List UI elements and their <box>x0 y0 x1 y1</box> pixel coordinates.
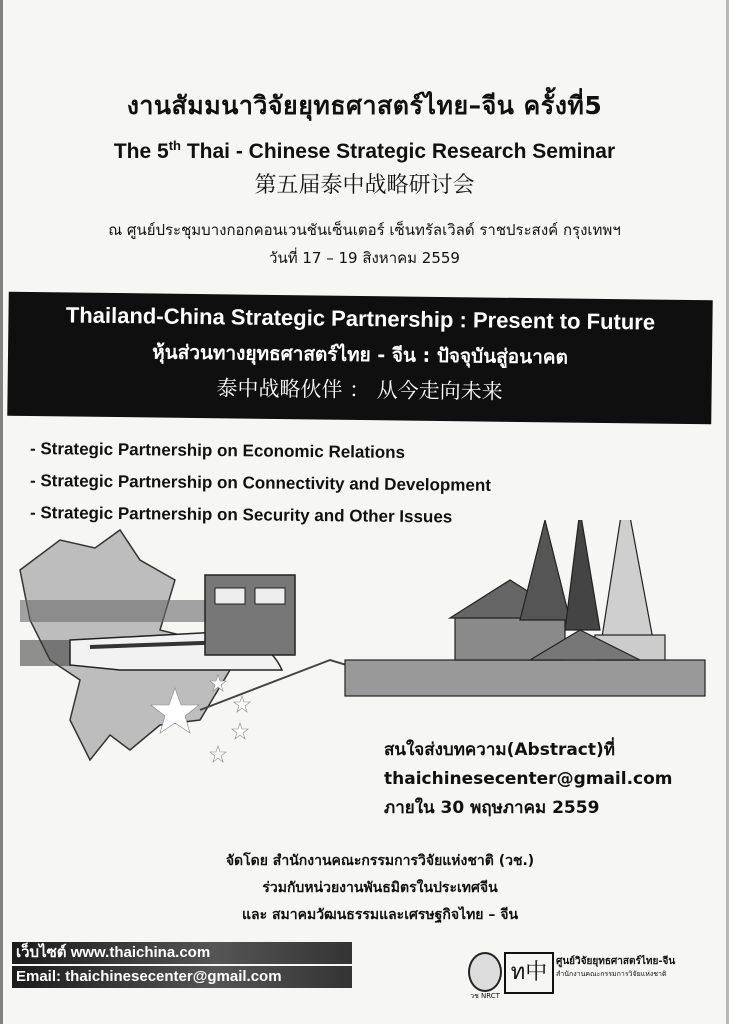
locomotive <box>205 575 295 655</box>
topic-item: - Strategic Partnership on Security and Other Issues <box>29 503 453 527</box>
contact-email-link[interactable]: Email: thaichinesecenter@gmail.com <box>12 966 352 988</box>
theme-thai: หุ้นส่วนทางยุทธศาสตร์ไทย - จีน : ปัจจุบันสู่อนาคต <box>152 341 569 369</box>
abstract-email[interactable]: thaichinesecenter@gmail.com <box>384 769 673 789</box>
title-chinese: 第五届泰中战略研讨会 <box>254 173 475 198</box>
event-date: วันที่ 17 – 19 สิงหาคม 2559 <box>269 249 460 267</box>
title-thai: งานสัมมนาวิจัยยุทธศาสตร์ไทย–จีน ครั้งที่5 <box>126 91 603 120</box>
abstract-deadline: ภายใน 30 พฤษภาคม 2559 <box>384 798 600 818</box>
title-english <box>0 138 729 164</box>
palace-wall <box>345 660 705 696</box>
venue: ณ ศูนย์ประชุมบางกอกคอนเวนชันเซ็นเตอร์ เซ็นทรัลเวิลด์ ราชประสงค์ กรุงเทพฯ <box>108 221 621 239</box>
organizer-line: จัดโดย สำนักงานคณะกรรมการวิจัยแห่งชาติ (วช.) <box>225 853 535 869</box>
topic-list <box>30 436 590 532</box>
abstract-heading: สนใจส่งบทความ(Abstract)ที่ <box>384 740 615 760</box>
center-logo-text <box>556 954 696 980</box>
organizer-line: ร่วมกับหน่วยงานพันธมิตรในประเทศจีน <box>262 880 498 896</box>
center-logo-icon: ท中 <box>504 952 554 994</box>
stupa <box>600 520 655 650</box>
theme-english: Thailand-China Strategic Partnership : Present to Future <box>65 302 656 335</box>
website-link[interactable]: เว็บไซต์ www.thaichina.com <box>12 942 352 964</box>
small-star-icon <box>232 723 248 739</box>
contact-info <box>12 942 352 990</box>
organizer-line: และ สมาคมวัฒนธรรมและเศรษฐกิจไทย – จีน <box>241 907 519 923</box>
flag-stripe <box>20 600 220 622</box>
topic-item: - Strategic Partnership on Economic Relations <box>29 439 406 462</box>
topic-item: - Strategic Partnership on Connectivity and Development <box>29 471 492 495</box>
locomotive-window <box>255 588 285 604</box>
nrct-label: วช NRCT <box>470 992 500 1000</box>
theme-banner <box>7 292 712 425</box>
spire <box>520 520 570 620</box>
title-en-post: Thai - Chinese Strategic Research Seminar <box>180 140 616 163</box>
grand-palace-temple <box>345 520 705 696</box>
center-subtitle: สำนักงานคณะกรรมการวิจัยแห่งชาติ <box>556 970 667 978</box>
small-star-icon <box>234 696 250 712</box>
locomotive-window <box>215 588 245 604</box>
abstract-call <box>384 736 714 823</box>
organizers <box>150 848 610 929</box>
spire <box>565 520 600 630</box>
title-en-sup: th <box>168 138 181 153</box>
nrct-logo-icon <box>468 952 502 1000</box>
theme-chinese: 泰中战略伙伴 ： 从今走向未来 <box>216 376 503 404</box>
small-star-icon <box>210 746 226 762</box>
center-name: ศูนย์วิจัยยุทธศาสตร์ไทย-จีน <box>556 956 676 967</box>
title-en-pre: The 5 <box>113 140 169 163</box>
organizer-logos <box>468 952 698 1000</box>
